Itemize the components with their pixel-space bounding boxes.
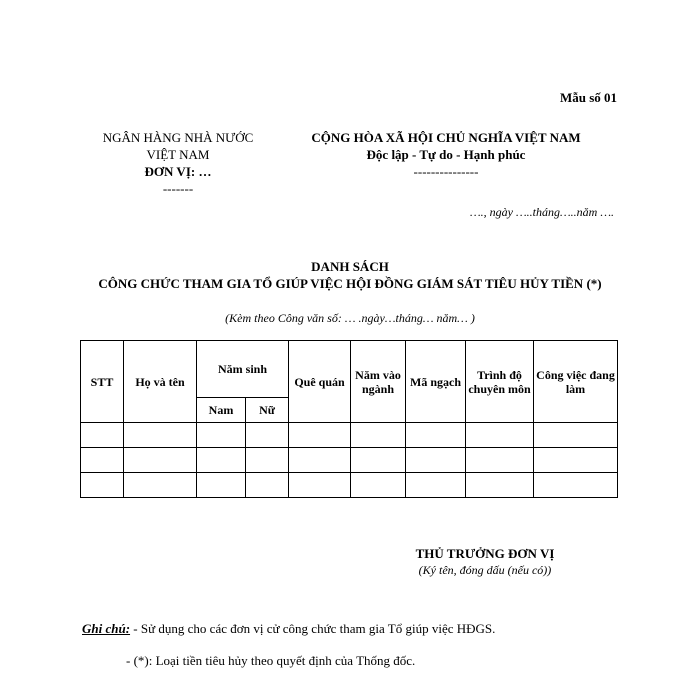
agency-name-line1: NGÂN HÀNG NHÀ NƯỚC bbox=[102, 130, 254, 145]
header-current-job: Công việc đang làm bbox=[534, 341, 618, 423]
table-cell bbox=[406, 423, 466, 448]
table-cell bbox=[406, 473, 466, 498]
header-qualification: Trình độ chuyên môn bbox=[466, 341, 534, 423]
table-cell bbox=[351, 448, 406, 473]
table-cell bbox=[124, 448, 197, 473]
table-cell bbox=[246, 423, 289, 448]
unit-line: ĐƠN VỊ: … bbox=[144, 164, 212, 179]
table-cell bbox=[289, 423, 351, 448]
table-cell bbox=[289, 448, 351, 473]
document-title: DANH SÁCH bbox=[311, 259, 389, 274]
table-cell bbox=[289, 473, 351, 498]
table-cell bbox=[534, 423, 618, 448]
table-cell bbox=[81, 448, 124, 473]
table-cell bbox=[466, 473, 534, 498]
table-cell bbox=[197, 448, 246, 473]
table-row bbox=[81, 423, 618, 448]
table-cell bbox=[534, 473, 618, 498]
national-motto: Độc lập - Tự do - Hạnh phúc bbox=[366, 147, 526, 162]
table-cell bbox=[81, 473, 124, 498]
table-cell bbox=[351, 423, 406, 448]
header-rank-code: Mã ngạch bbox=[406, 341, 466, 423]
header-year-joined: Năm vào ngành bbox=[351, 341, 406, 423]
table-row bbox=[81, 473, 618, 498]
header-name: Họ và tên bbox=[124, 341, 197, 423]
table-cell bbox=[466, 423, 534, 448]
national-header bbox=[296, 129, 596, 180]
note-line-2: - (*): Loại tiền tiêu hủy theo quyết định của Thống đốc. bbox=[126, 653, 416, 668]
table-cell bbox=[81, 423, 124, 448]
agency-divider: ------- bbox=[162, 181, 194, 196]
note-text-1: - Sử dụng cho các đơn vị cử công chức tham gia Tổ giúp việc HĐGS. bbox=[130, 621, 496, 636]
date-line: …., ngày …..tháng…..năm …. bbox=[469, 205, 614, 219]
header-stt: STT bbox=[81, 341, 124, 423]
attachment-note: (Kèm theo Công văn số: … .ngày…tháng… năm… ) bbox=[225, 311, 475, 325]
table-cell bbox=[466, 448, 534, 473]
table-cell bbox=[124, 423, 197, 448]
table-cell bbox=[246, 473, 289, 498]
header-hometown: Quê quán bbox=[289, 341, 351, 423]
table-cell bbox=[534, 448, 618, 473]
signature-note: (Ký tên, đóng dấu (nếu có)) bbox=[418, 563, 552, 577]
table-cell bbox=[351, 473, 406, 498]
note-line-1 bbox=[82, 621, 495, 637]
table-cell bbox=[197, 423, 246, 448]
note-label: Ghi chú: bbox=[82, 621, 131, 636]
table-row bbox=[81, 448, 618, 473]
personnel-table bbox=[80, 340, 618, 498]
form-code: Mẫu số 01 bbox=[559, 90, 617, 105]
table-cell bbox=[124, 473, 197, 498]
document-subtitle: CÔNG CHỨC THAM GIA TỔ GIÚP VIỆC HỘI ĐỒNG GIÁM SÁT TIÊU HỦY TIỀN (*) bbox=[98, 276, 602, 291]
motto-divider: --------------- bbox=[413, 164, 479, 179]
header-male: Nam bbox=[197, 398, 246, 423]
agency-name-line2: VIỆT NAM bbox=[146, 147, 210, 162]
country-name: CỘNG HÒA XÃ HỘI CHỦ NGHĨA VIỆT NAM bbox=[311, 130, 581, 145]
table-cell bbox=[246, 448, 289, 473]
table-cell bbox=[197, 473, 246, 498]
header-birth-year: Năm sinh bbox=[197, 341, 289, 398]
table-header-row bbox=[81, 341, 618, 398]
issuing-agency-header bbox=[92, 129, 264, 197]
header-female: Nữ bbox=[246, 398, 289, 423]
table-cell bbox=[406, 448, 466, 473]
signature-title: THỦ TRƯỞNG ĐƠN VỊ bbox=[415, 546, 555, 561]
